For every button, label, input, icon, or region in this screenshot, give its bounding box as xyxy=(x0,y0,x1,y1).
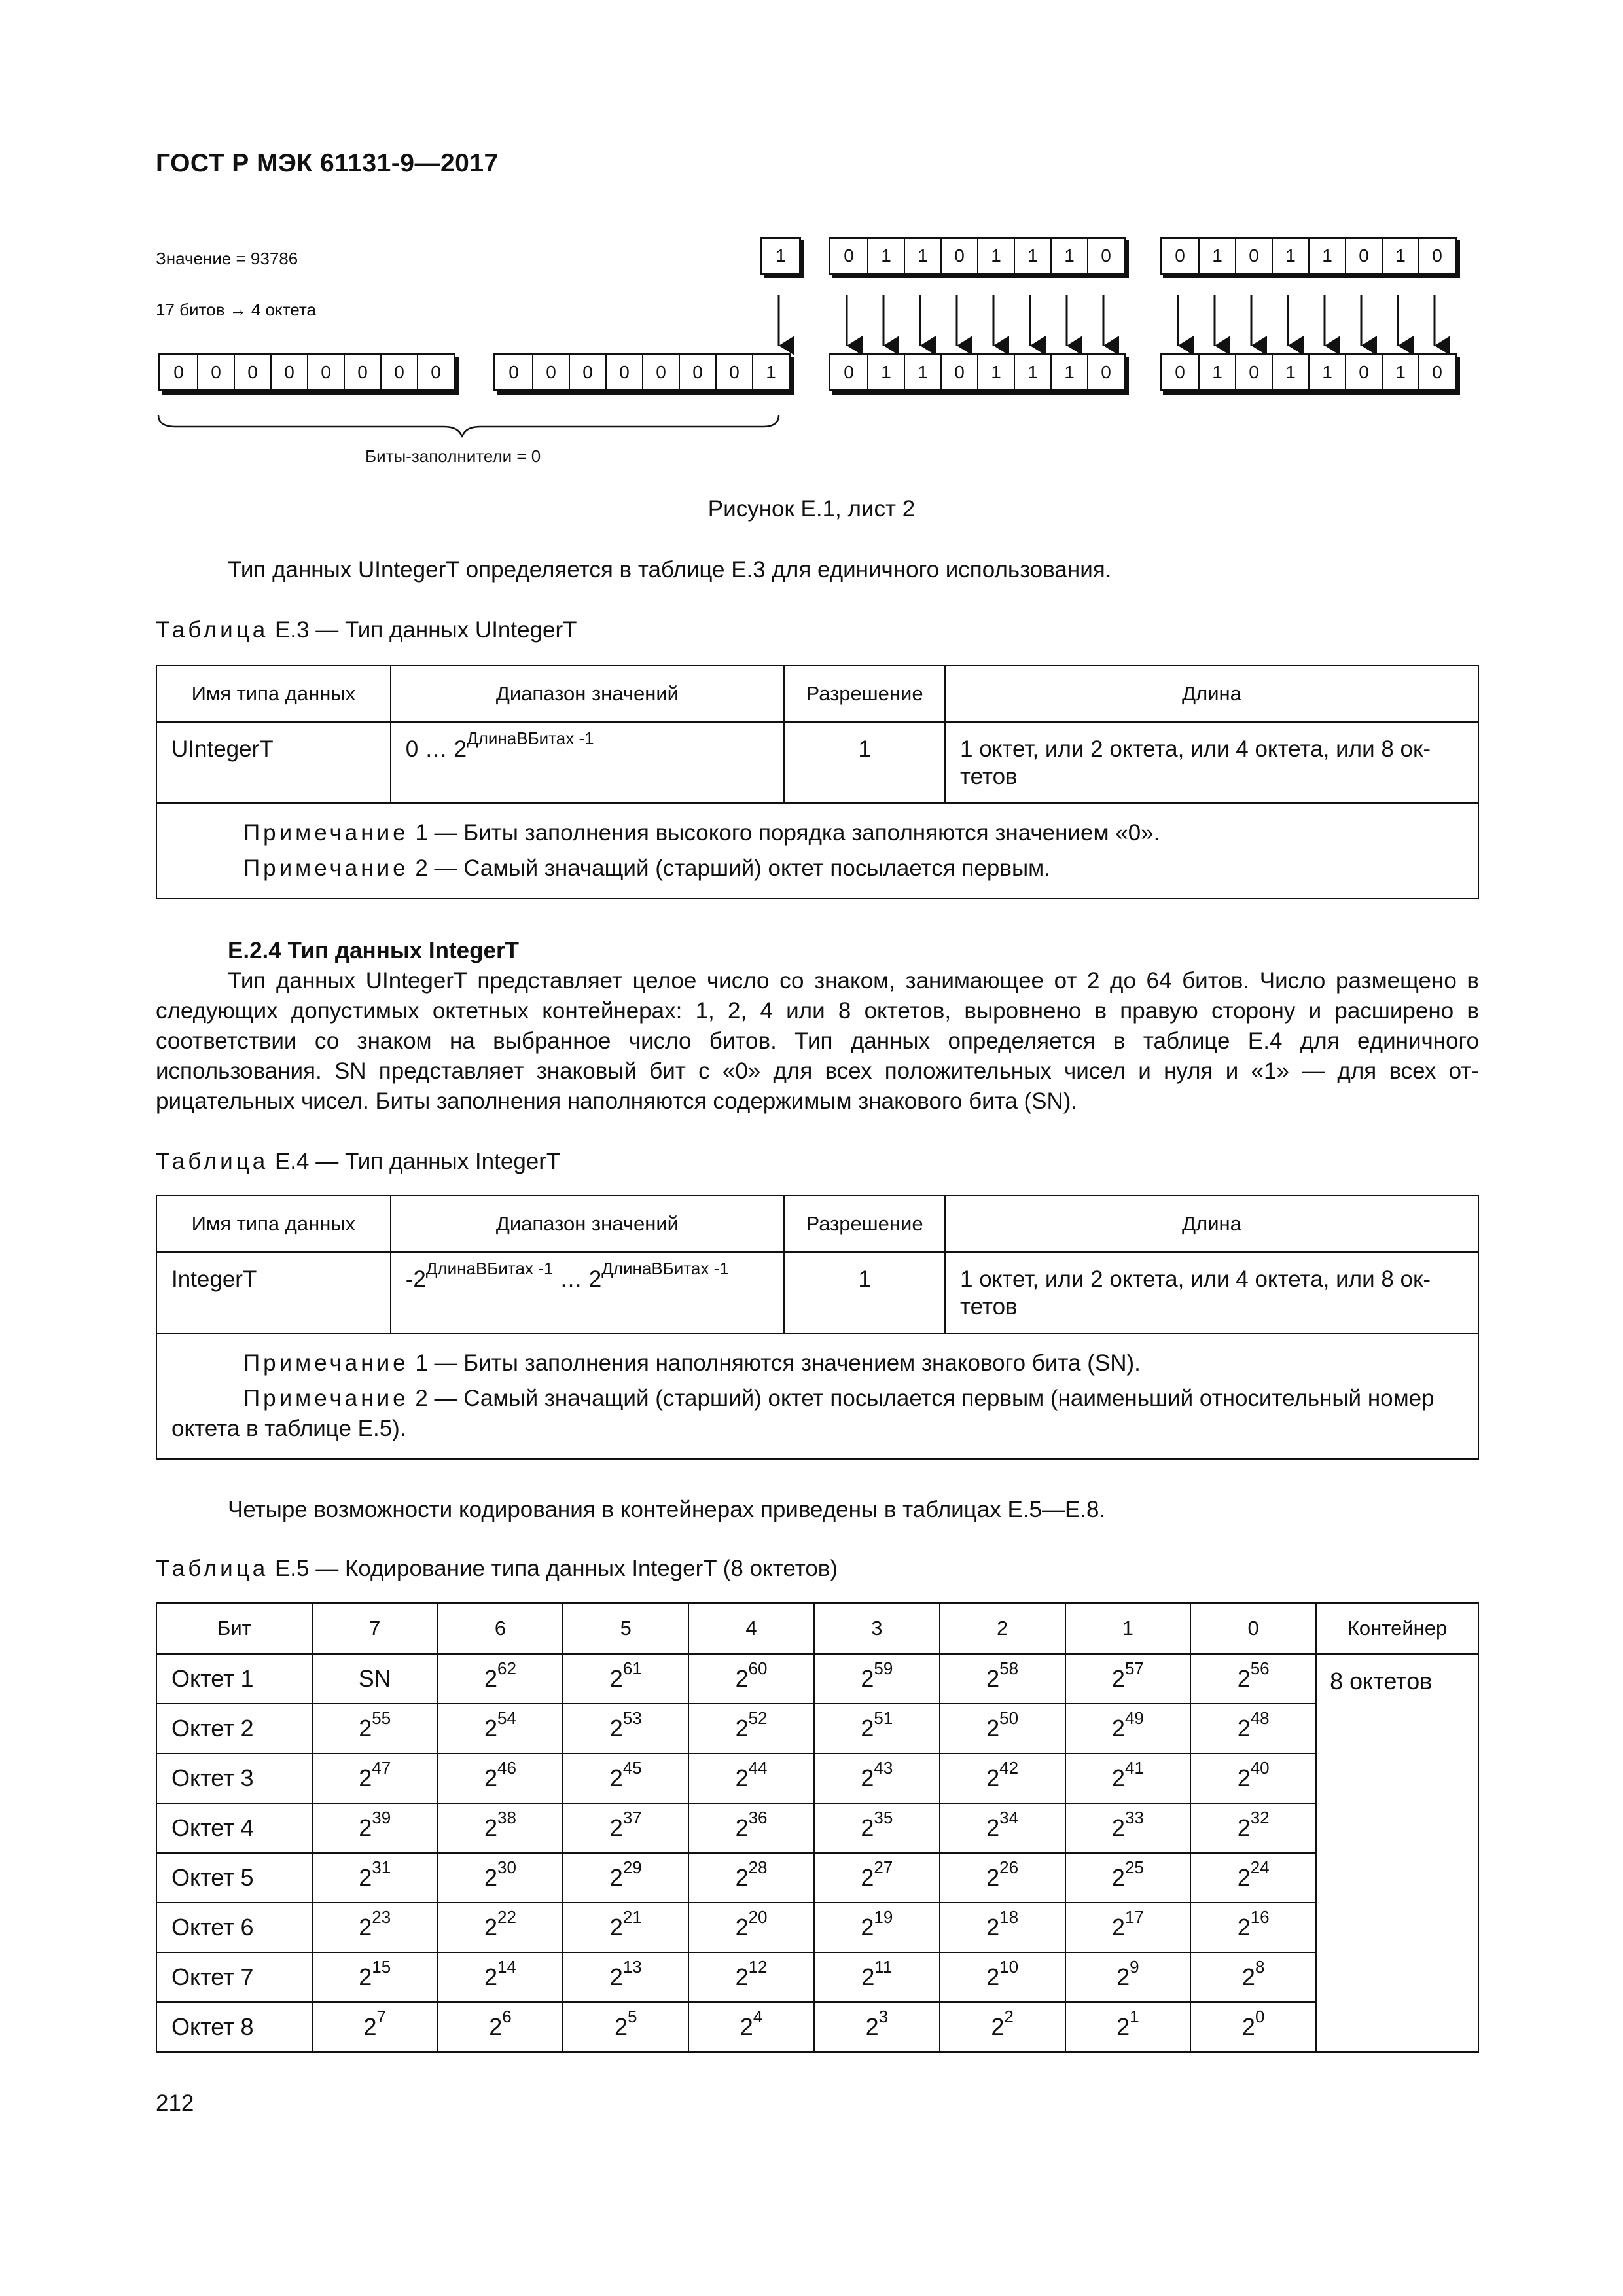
bit-weight-cell: $2^{35}$ xyxy=(814,1803,940,1853)
figure-caption: Рисунок Е.1, лист 2 xyxy=(707,496,916,522)
bit-weight-cell: $2^{43}$ xyxy=(814,1753,940,1803)
document-header: ГОСТ Р МЭК 61131-9—2017 xyxy=(156,149,499,177)
table3-note-1: Примечание 1 — Биты заполнения высокого порядка заполняются значением «0». xyxy=(243,820,1160,846)
bit-cell: 0 xyxy=(679,355,715,389)
bit-cell: 0 xyxy=(1418,239,1455,273)
table5-header-cell: Контейнер xyxy=(1316,1603,1478,1654)
octet-label: Октет 4 xyxy=(156,1803,312,1853)
bit-cell: 0 xyxy=(1175,362,1185,382)
bit-weight-cell: $2^{39}$ xyxy=(312,1803,438,1853)
bit-cell: 0 xyxy=(1087,239,1124,273)
bit-cell: 0 xyxy=(417,355,454,389)
bit-cell: 1 xyxy=(1198,239,1235,273)
table4-header-resolution: Разрешение xyxy=(784,1196,945,1252)
padding-label: Биты-заполнители = 0 xyxy=(365,446,541,466)
bit-weight-cell: $2^{51}$ xyxy=(814,1704,940,1753)
table5-header-cell: 4 xyxy=(688,1603,814,1654)
bit-weight-cell: $2^{49}$ xyxy=(1065,1704,1191,1753)
bit-cell: 1 xyxy=(1272,239,1308,273)
bit-cell: 0 xyxy=(715,355,752,389)
bit-cell: 0 xyxy=(605,355,642,389)
bit-weight-cell: $2^7$ xyxy=(312,2002,438,2052)
table-row xyxy=(156,1704,1478,1753)
bit-weight-cell: $2^{23}$ xyxy=(312,1903,438,1952)
bit-weight-cell: $2^{13}$ xyxy=(563,1952,688,2002)
bit-weight-cell: $2^{40}$ xyxy=(1190,1753,1316,1803)
bit-weight-cell: $2^{34}$ xyxy=(940,1803,1065,1853)
table5-header-cell: Бит xyxy=(156,1603,312,1654)
bit-weight-cell: $2^{41}$ xyxy=(1065,1753,1191,1803)
table5-header-cell: 6 xyxy=(438,1603,563,1654)
bit-cell: 0 xyxy=(532,355,569,389)
bit-cell: 0 xyxy=(508,362,519,382)
octet-label: Октет 8 xyxy=(156,2002,312,2052)
table-e5 xyxy=(156,1602,1479,2053)
bit-weight-cell: $2^{46}$ xyxy=(438,1753,563,1803)
bit-weight-cell: $2^{12}$ xyxy=(688,1952,814,2002)
bit-weight-cell: $2^{37}$ xyxy=(563,1803,688,1853)
octet-label: Октет 6 xyxy=(156,1903,312,1952)
table-e3 xyxy=(156,665,1479,899)
bit-weight-cell: $2^{24}$ xyxy=(1190,1853,1316,1903)
bit-weight-cell: $2^{31}$ xyxy=(312,1853,438,1903)
bit-weight-cell: $2^{50}$ xyxy=(940,1704,1065,1753)
bit-cell: 0 xyxy=(569,355,605,389)
page-number: 212 xyxy=(156,2090,194,2116)
table3-cell-length: 1 октет, или 2 октета, или 4 октета, или 8 ок-тетов xyxy=(945,722,1478,803)
table4-note-1: Примечание 1 — Биты заполнения наполняются значением знакового бита (SN). xyxy=(243,1350,1141,1376)
bit-cell: 1 xyxy=(1272,355,1308,389)
table-e4 xyxy=(156,1195,1479,1460)
table3-header-range: Диапазон значений xyxy=(391,666,784,722)
table5-header-cell: 1 xyxy=(1065,1603,1191,1654)
bit-weight-cell: $2^{11}$ xyxy=(814,1952,940,2002)
table-row xyxy=(156,1753,1478,1803)
table4-cell-length: 1 октет, или 2 октета, или 4 октета, или 8 ок-тетов xyxy=(945,1252,1478,1333)
table5-title: Таблица Е.5 — Кодирование типа данных IntegerT (8 октетов) xyxy=(156,1556,838,1581)
bit-weight-cell: $2^{54}$ xyxy=(438,1704,563,1753)
bit-weight-cell: $2^{14}$ xyxy=(438,1952,563,2002)
bit-cell: 0 xyxy=(1235,355,1272,389)
bit-weight-cell: $2^{47}$ xyxy=(312,1753,438,1803)
bit-cell: 0 xyxy=(844,362,854,382)
bit-cell: 0 xyxy=(234,355,270,389)
bit-weight-cell: $2^{36}$ xyxy=(688,1803,814,1853)
bit-cell: 0 xyxy=(344,355,380,389)
bit-weight-cell: $2^{10}$ xyxy=(940,1952,1065,2002)
table5-header-cell: 5 xyxy=(563,1603,688,1654)
paragraph-1: Тип данных UIntegerT определяется в таблице Е.3 для единичного использования. xyxy=(228,557,1112,583)
bit-weight-cell: $2^{18}$ xyxy=(940,1903,1065,1952)
octet-label: Октет 3 xyxy=(156,1753,312,1803)
table5-header-cell: 0 xyxy=(1190,1603,1316,1654)
bit-cell: 0 xyxy=(1087,355,1124,389)
bit-weight-cell: $2^3$ xyxy=(814,2002,940,2052)
octet-label: Октет 7 xyxy=(156,1952,312,2002)
bit-weight-cell: $2^8$ xyxy=(1190,1952,1316,2002)
bit-weight-cell: $2^{22}$ xyxy=(438,1903,563,1952)
bit-cell: 1 xyxy=(1382,239,1418,273)
table5-header-cell: 7 xyxy=(312,1603,438,1654)
table4-header-length: Длина xyxy=(945,1196,1478,1252)
bit-weight-cell: $2^{33}$ xyxy=(1065,1803,1191,1853)
octet-label: Октет 2 xyxy=(156,1704,312,1753)
bit-weight-cell: $2^{28}$ xyxy=(688,1853,814,1903)
bit-cell: 1 xyxy=(1382,355,1418,389)
bit-weight-cell: $2^{32}$ xyxy=(1190,1803,1316,1853)
container-cell: 8 октетов xyxy=(1316,1654,1478,2052)
bit-weight-cell: $2^{27}$ xyxy=(814,1853,940,1903)
bit-cell: 1 xyxy=(977,239,1014,273)
bit-weight-cell: $2^{25}$ xyxy=(1065,1853,1191,1903)
bit-cell: 1 xyxy=(867,239,904,273)
bit-weight-cell: $2^{60}$ xyxy=(688,1654,814,1704)
table4-note-2: Примечание 2 — Самый значащий (старший) октет посылается первым (наименьший относительный номер октета в таблице Е.5). xyxy=(171,1386,1435,1441)
bit-cell: 1 xyxy=(1014,355,1050,389)
bit-weight-cell: $2^{20}$ xyxy=(688,1903,814,1952)
bit-cell: 1 xyxy=(904,355,940,389)
bit-weight-cell: $2^{21}$ xyxy=(563,1903,688,1952)
section-text: Тип данных UIntegerT представляет целое число со знаком, занимающее от 2 до 64 битов. Число размещено в следующих допустимых октетных контейнерах: 1, 2, 4 или 8 октетов, выровнено в правую сторону и расширено в соответствии со знаком на выбранное число битов. Тип данных определяется в таблице Е.4 для единичного использования. SN представляет знаковый бит с «0» для всех положительных чисел и нуля и «1» — для всех от-рицательных чисел. Биты заполнения наполняются содержимым знакового бита (SN). xyxy=(156,968,1479,1114)
table3-title: Таблица Е.3 — Тип данных UIntegerT xyxy=(156,617,577,643)
bit-cell: 1 xyxy=(1308,239,1345,273)
table4-notes xyxy=(156,1333,1478,1459)
bit-cell: 0 xyxy=(940,239,977,273)
arrow-icons xyxy=(779,295,1435,346)
bit-weight-cell: $2^4$ xyxy=(688,2002,814,2052)
bit-weight-cell: $2^{30}$ xyxy=(438,1853,563,1903)
bit-weight-cell: $2^1$ xyxy=(1065,2002,1191,2052)
bit-weight-cell: $2^{53}$ xyxy=(563,1704,688,1753)
table4-cell-name: IntegerT xyxy=(156,1252,391,1333)
table4-title: Таблица Е.4 — Тип данных IntegerT xyxy=(156,1149,561,1174)
bit-cell: 1 xyxy=(1050,355,1087,389)
bit-weight-cell: $2^{38}$ xyxy=(438,1803,563,1853)
bit-cell: 1 xyxy=(977,355,1014,389)
bit-cell: 0 xyxy=(844,245,854,266)
table4-cell-range: $-2^{ДлинаВБитах -1}$ … $2^{ДлинаВБитах -1}$ xyxy=(391,1252,784,1333)
table3-cell-resolution: 1 xyxy=(784,722,945,803)
octet-label: Октет 5 xyxy=(156,1853,312,1903)
bit-weight-cell: $2^5$ xyxy=(563,2002,688,2052)
table3-note-2: Примечание 2 — Самый значащий (старший) октет посылается первым. xyxy=(243,855,1050,881)
bit-weight-cell: $2^{57}$ xyxy=(1065,1654,1191,1704)
bit-weight-cell: SN xyxy=(312,1654,438,1704)
arrows-and-brace xyxy=(156,230,1478,466)
bit-weight-cell: $2^{29}$ xyxy=(563,1853,688,1903)
bit-weight-cell: $2^{52}$ xyxy=(688,1704,814,1753)
bit-encoding-figure xyxy=(156,230,1478,466)
bit-weight-cell: $2^2$ xyxy=(940,2002,1065,2052)
table5-header-cell: 2 xyxy=(940,1603,1065,1654)
bit-cell: 1 xyxy=(1050,239,1087,273)
table-row xyxy=(156,1853,1478,1903)
octet-label: Октет 1 xyxy=(156,1654,312,1704)
bit-weight-cell: $2^{61}$ xyxy=(563,1654,688,1704)
bit-weight-cell: $2^{55}$ xyxy=(312,1704,438,1753)
bit-cell: 0 xyxy=(380,355,417,389)
table-row xyxy=(156,1903,1478,1952)
bit-weight-cell: $2^9$ xyxy=(1065,1952,1191,2002)
table-row xyxy=(156,1803,1478,1853)
table-row xyxy=(156,1952,1478,2002)
bit-cell: 0 xyxy=(1418,355,1455,389)
table3-cell-range: 0 … $2^{ДлинаВБитах -1}$ xyxy=(391,722,784,803)
bit-weight-cell: $2^{19}$ xyxy=(814,1903,940,1952)
bit-cell: 0 xyxy=(307,355,344,389)
bit-weight-cell: $2^{59}$ xyxy=(814,1654,940,1704)
padding-brace-icon xyxy=(158,415,779,437)
bit-cell: 0 xyxy=(270,355,307,389)
bit-cell: 1 xyxy=(776,245,786,266)
bits-label: 17 битов → 4 октета xyxy=(156,300,316,319)
table3-cell-name: UIntegerT xyxy=(156,722,391,803)
bit-cell: 1 xyxy=(1014,239,1050,273)
bit-weight-cell: $2^0$ xyxy=(1190,2002,1316,2052)
bit-weight-cell: $2^{48}$ xyxy=(1190,1704,1316,1753)
bit-cell: 0 xyxy=(1345,355,1382,389)
bit-cell: 0 xyxy=(1345,239,1382,273)
section-heading: Е.2.4 Тип данных IntegerT xyxy=(228,938,519,963)
bit-cell: 0 xyxy=(642,355,679,389)
table4-header-name: Имя типа данных xyxy=(156,1196,391,1252)
bit-cell: 1 xyxy=(1198,355,1235,389)
paragraph-2: Четыре возможности кодирования в контейнерах приведены в таблицах Е.5—Е.8. xyxy=(228,1497,1106,1522)
bit-weight-cell: $2^{45}$ xyxy=(563,1753,688,1803)
bit-weight-cell: $2^{56}$ xyxy=(1190,1654,1316,1704)
bit-cell: 0 xyxy=(173,362,184,382)
table3-notes xyxy=(156,803,1478,899)
bit-weight-cell: $2^{15}$ xyxy=(312,1952,438,2002)
table3-header-name: Имя типа данных xyxy=(156,666,391,722)
value-label: Значение = 93786 xyxy=(156,249,298,268)
bit-weight-cell: $2^{58}$ xyxy=(940,1654,1065,1704)
bit-weight-cell: $2^{26}$ xyxy=(940,1853,1065,1903)
bit-cell: 0 xyxy=(940,355,977,389)
table-row xyxy=(156,2002,1478,2052)
bit-weight-cell: $2^{44}$ xyxy=(688,1753,814,1803)
bit-weight-cell: $2^{17}$ xyxy=(1065,1903,1191,1952)
bit-weight-cell: $2^{62}$ xyxy=(438,1654,563,1704)
bit-weight-cell: $2^6$ xyxy=(438,2002,563,2052)
table3-header-resolution: Разрешение xyxy=(784,666,945,722)
bit-cell: 0 xyxy=(197,355,234,389)
table5-header-cell: 3 xyxy=(814,1603,940,1654)
table4-header-range: Диапазон значений xyxy=(391,1196,784,1252)
bit-cell: 1 xyxy=(867,355,904,389)
bit-cell: 1 xyxy=(752,355,789,389)
bit-cell: 0 xyxy=(1175,245,1185,266)
table3-header-length: Длина xyxy=(945,666,1478,722)
bit-weight-cell: $2^{16}$ xyxy=(1190,1903,1316,1952)
bit-cell: 0 xyxy=(1235,239,1272,273)
table-row xyxy=(156,1654,1478,1704)
bit-cell: 1 xyxy=(1308,355,1345,389)
table4-cell-resolution: 1 xyxy=(784,1252,945,1333)
bit-cell: 1 xyxy=(904,239,940,273)
bit-weight-cell: $2^{42}$ xyxy=(940,1753,1065,1803)
